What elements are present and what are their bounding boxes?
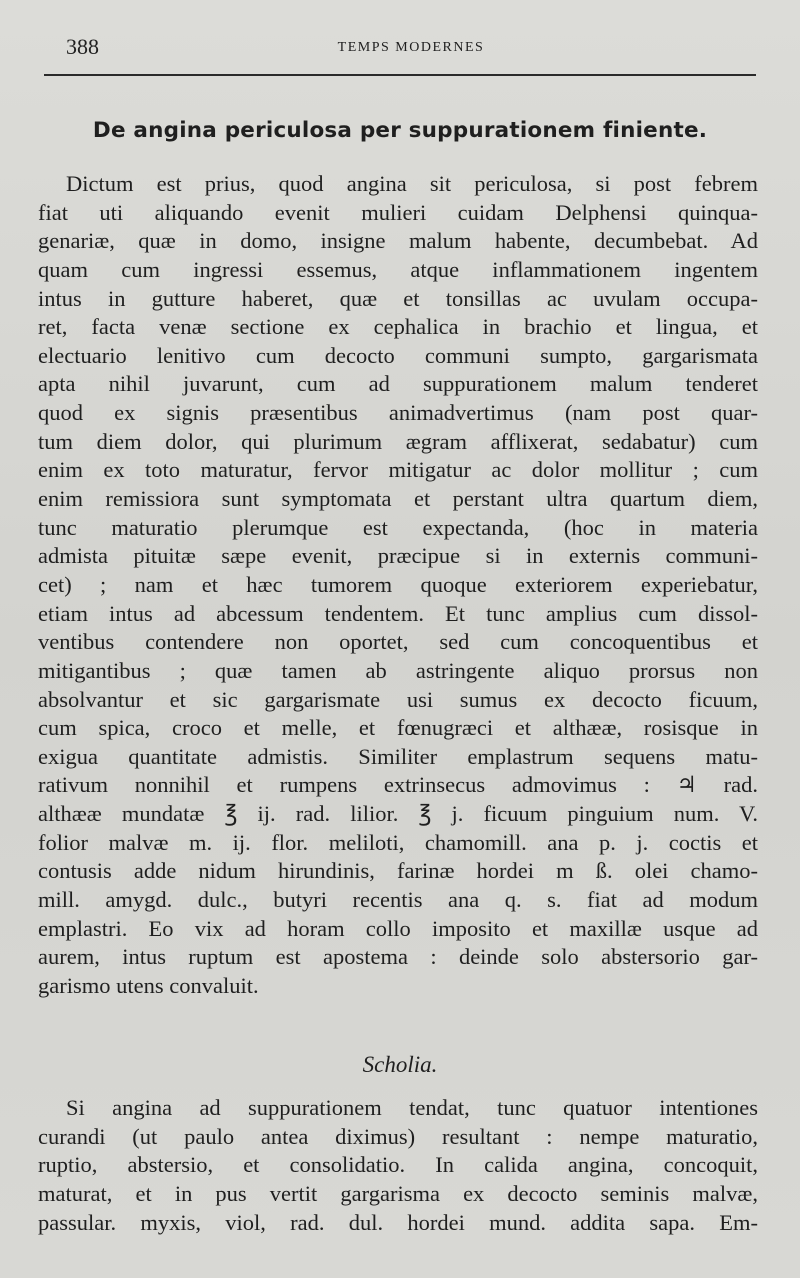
- text-line: admista pituitæ sæpe evenit, præcipue si in externis communi-: [38, 543, 758, 569]
- text-line: electuario lenitivo cum decocto communi sumpto, gargarismata: [38, 342, 758, 368]
- text-line: cet) ; nam et hæc tumorem quoque exteriorem experiebatur,: [38, 571, 758, 597]
- running-head: [66, 34, 756, 60]
- text-line: exigua quantitate admistis. Similiter emplastrum sequens matu-: [38, 743, 758, 769]
- text-line: enim ex toto maturatur, fervor mitigatur ac dolor mollitur ; cum: [38, 457, 758, 483]
- text-line: enim remissiora sunt symptomata et perstant ultra quartum diem,: [38, 486, 758, 512]
- text-line: rativum nonnihil et rumpens extrinsecus admovimus : ♃ rad.: [38, 772, 758, 798]
- text-line: quam cum ingressi essemus, atque inflammationem ingentem: [38, 256, 758, 282]
- text-line: Si angina ad suppurationem tendat, tunc quatuor intentiones: [66, 1095, 758, 1120]
- text-line: etiam intus ad abcessum tendentem. Et tunc amplius cum dissol-: [38, 600, 758, 626]
- header-rule: [44, 74, 756, 76]
- text-line: absolvantur et sic gargarismate usi sumus ex decocto ficuum,: [38, 686, 758, 712]
- text-line: curandi (ut paulo antea diximus) resultant : nempe maturatio,: [38, 1123, 758, 1149]
- text-line: passular. myxis, viol, rad. dul. hordei mund. addita sapa. Em-: [38, 1209, 758, 1235]
- text-line: tunc maturatio plerumque est expectanda, (hoc in materia: [38, 514, 758, 540]
- text-line: Dictum est prius, quod angina sit periculosa, si post febrem: [66, 171, 758, 196]
- running-title: TEMPS MODERNES: [337, 40, 485, 55]
- text-line: althææ mundatæ ℥ ij. rad. lilior. ℥ j. ficuum pinguium num. V.: [38, 801, 758, 827]
- main-paragraph: [38, 170, 758, 1001]
- text-line: aurem, intus ruptum est apostema : deinde solo abstersorio gar-: [38, 944, 758, 970]
- text-line: fiat uti aliquando evenit mulieri cuidam Delphensi quinqua-: [38, 199, 758, 225]
- text-line: cum spica, croco et melle, et fœnugræci et althææ, rosisque in: [38, 715, 758, 741]
- chapter-heading: De angina periculosa per suppurationem finiente.: [92, 118, 708, 143]
- scholia-paragraph: [38, 1094, 758, 1237]
- text-line: ruptio, abstersio, et consolidatio. In calida angina, concoquit,: [38, 1152, 758, 1178]
- text-line: emplastri. Eo vix ad horam collo imposito et maxillæ usque ad: [38, 915, 758, 941]
- text-line: intus in gutture haberet, quæ et tonsillas ac uvulam occupa-: [38, 285, 758, 311]
- text-line: mill. amygd. dulc., butyri recentis ana q. s. fiat ad modum: [38, 887, 758, 913]
- text-line: folior malvæ m. ij. flor. meliloti, chamomill. ana p. j. coctis et: [38, 829, 758, 855]
- text-line: mitigantibus ; quæ tamen ab astringente aliquo prorsus non: [38, 657, 758, 683]
- text-line: contusis adde nidum hirundinis, farinæ hordei m ß. olei chamo-: [38, 858, 758, 884]
- text-line: genariæ, quæ in domo, insigne malum habente, decumbebat. Ad: [38, 228, 758, 254]
- text-line: maturat, et in pus vertit gargarisma ex decocto seminis malvæ,: [38, 1180, 758, 1206]
- scholia-title: Scholia.: [362, 1052, 438, 1077]
- text-line: tum diem dolor, qui plurimum ægram afflixerat, sedabatur) cum: [38, 428, 758, 454]
- text-line: ventibus contendere non oportet, sed cum concoquentibus et: [38, 629, 758, 655]
- text-line: quod ex signis præsentibus animadvertimus (nam post quar-: [38, 400, 758, 426]
- text-line: apta nihil juvarunt, cum ad suppurationem malum tenderet: [38, 371, 758, 397]
- text-line: ret, facta venæ sectione ex cephalica in brachio et lingua, et: [38, 314, 758, 340]
- text-line: garismo utens convaluit.: [38, 972, 259, 998]
- page-number: 388: [66, 34, 99, 59]
